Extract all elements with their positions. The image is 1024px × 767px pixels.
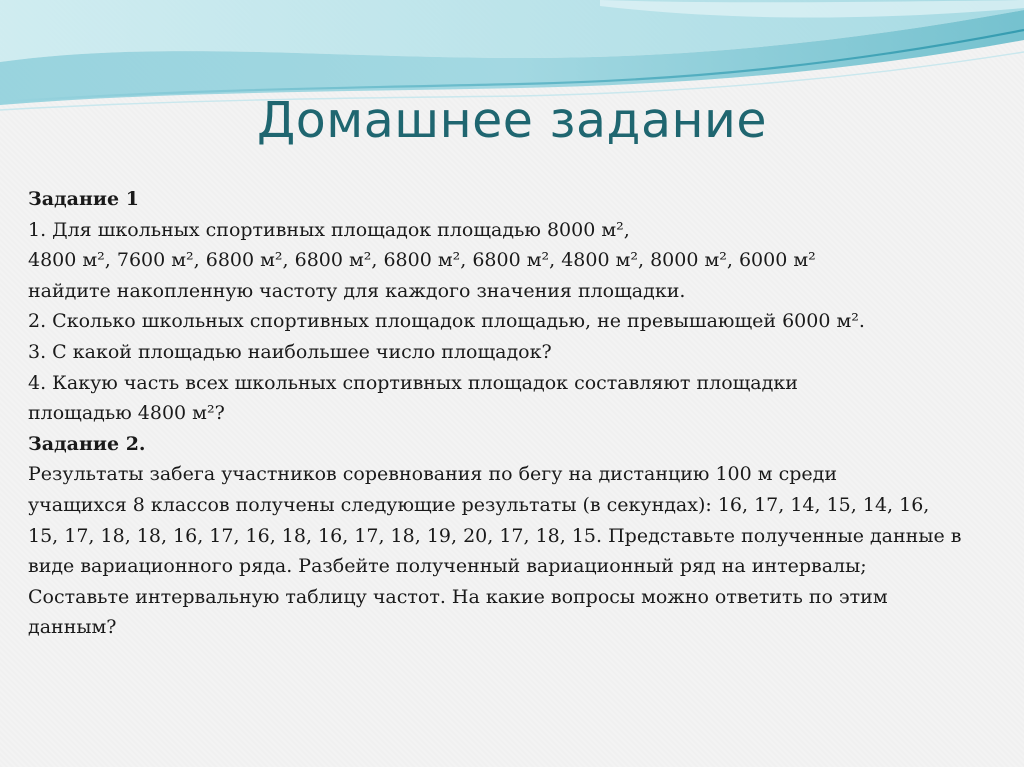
task2-line2: учащихся 8 классов получены следующие результаты (в секундах): 16, 17, 14, 15, 14, 16, (28, 493, 930, 516)
task2-line3: 15, 17, 18, 18, 16, 17, 16, 18, 16, 17, 18, 19, 20, 17, 18, 15. Представьте полученные данные в (28, 524, 962, 547)
task1-item1-line3: найдите накопленную частоту для каждого значения площадки. (28, 279, 686, 302)
task2-line1: Результаты забега участников соревнования по бегу на дистанцию 100 м среди (28, 463, 837, 486)
task2-line4: виде вариационного ряда. Разбейте полученный вариационный ряд на интервалы; (28, 555, 867, 578)
task1-item4-line2: площадью 4800 м²? (28, 402, 225, 425)
task1-item2: 2. Сколько школьных спортивных площадок площадью, не превышающей 6000 м². (28, 310, 865, 333)
task1-heading: Задание 1 (28, 188, 139, 210)
page-title: Домашнее задание (256, 92, 767, 149)
task2-line5: Составьте интервальную таблицу частот. На какие вопросы можно ответить по этим (28, 585, 888, 608)
homework-text (28, 184, 1008, 643)
task1-item4-line1: 4. Какую часть всех школьных спортивных площадок составляют площадки (28, 371, 798, 394)
task1-item1-line1: 1. Для школьных спортивных площадок площадью 8000 м², (28, 218, 630, 241)
task1-item3: 3. С какой площадью наибольшее число площадок? (28, 340, 552, 363)
task2-line6: данным? (28, 616, 117, 639)
task2-heading: Задание 2. (28, 432, 146, 455)
task1-item1-line2: 4800 м², 7600 м², 6800 м², 6800 м², 6800 м², 6800 м², 4800 м², 8000 м², 6000 м² (28, 249, 816, 272)
